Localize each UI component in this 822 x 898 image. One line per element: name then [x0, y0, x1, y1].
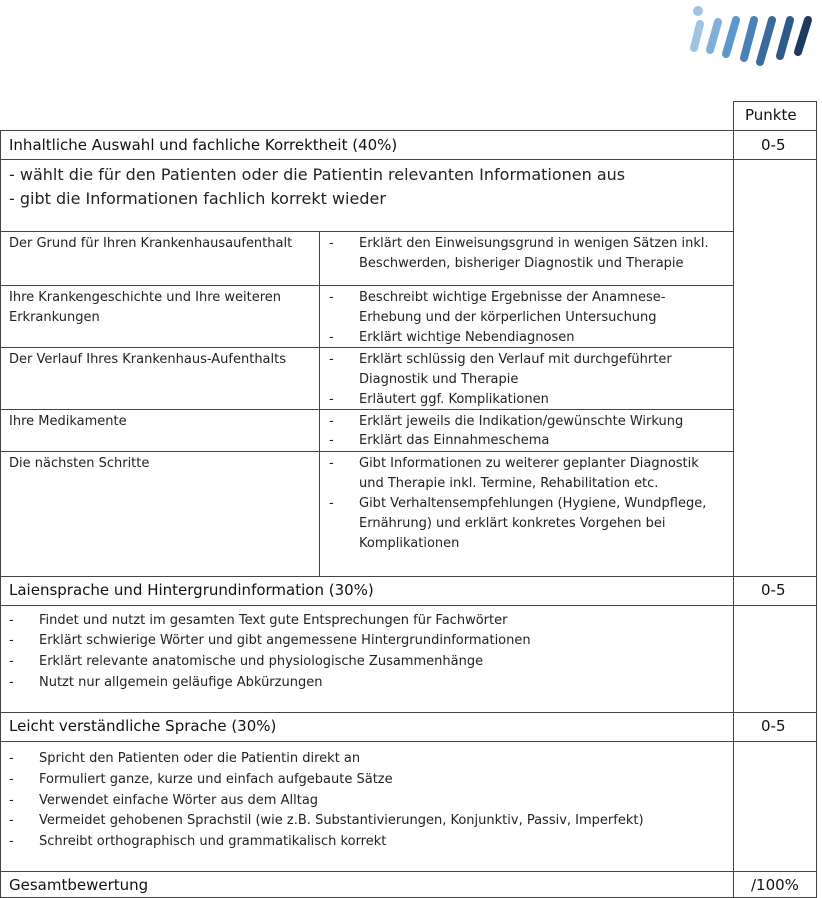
criterion-history: Erkrankungen: [9, 310, 100, 325]
intro-line-2: - gibt die Informationen fachlich korrekt wieder: [9, 189, 386, 208]
point-line: Gibt Informationen zu weiterer geplanter Diagnostik: [359, 456, 699, 471]
point-line: Gibt Verhaltensempfehlungen (Hygiene, Wundpflege,: [359, 496, 707, 511]
bullet-item: Formuliert ganze, kurze und einfach aufgebaute Sätze: [39, 772, 393, 787]
bullet-item: Findet und nutzt im gesamten Text gute Entsprechungen für Fachwörter: [39, 613, 508, 628]
punkte-header: Punkte: [745, 106, 797, 124]
bullet-marker: -: [9, 613, 14, 628]
point-line: Erhebung und der körperlichen Untersuchung: [359, 310, 657, 325]
bullet-item: Spricht den Patienten oder die Patientin direkt an: [39, 751, 361, 766]
point-line: Ernährung) und erklärt konkretes Vorgehen bei: [359, 516, 666, 531]
bullet-marker: -: [9, 772, 14, 787]
point-line: Erklärt den Einweisungsgrund in wenigen Sätzen inkl.: [359, 236, 709, 251]
bullet-item: Erklärt relevante anatomische und physiologische Zusammenhänge: [39, 654, 484, 669]
bullet-marker: -: [329, 456, 334, 471]
bullet-marker: -: [9, 793, 14, 808]
bullet-item: Nutzt nur allgemein geläufige Abkürzungen: [39, 675, 323, 690]
score-range-section2: 0-5: [761, 581, 786, 599]
section-title-lay-language: Laiensprache und Hintergrundinformation (30%): [9, 581, 374, 599]
bullet-marker: -: [329, 433, 334, 448]
point-line: Diagnostik und Therapie: [359, 372, 519, 387]
criterion-reason: Der Grund für Ihren Krankenhausaufenthalt: [9, 236, 293, 251]
total-label: Gesamtbewertung: [9, 876, 149, 894]
bullet-marker: -: [329, 290, 334, 305]
score-range-section1: 0-5: [761, 136, 786, 154]
intro-line-1: - wählt die für den Patienten oder die Patientin relevanten Informationen aus: [9, 165, 626, 184]
point-line: Beschwerden, bisheriger Diagnostik und Therapie: [359, 256, 684, 271]
total-score: /100%: [751, 876, 799, 894]
criterion-history: Ihre Krankengeschichte und Ihre weiteren: [9, 290, 282, 305]
bullet-marker: -: [329, 352, 334, 367]
point-line: Komplikationen: [359, 536, 460, 551]
bullet-marker: -: [329, 330, 334, 345]
point-line: Erklärt wichtige Nebendiagnosen: [359, 330, 575, 345]
bullet-marker: -: [9, 633, 14, 648]
point-line: Erläutert ggf. Komplikationen: [359, 392, 549, 407]
point-line: und Therapie inkl. Termine, Rehabilitation etc.: [359, 476, 659, 491]
point-line: Erklärt jeweils die Indikation/gewünschte Wirkung: [359, 414, 684, 429]
point-line: Erklärt das Einnahmeschema: [359, 433, 550, 448]
bullet-marker: -: [9, 813, 14, 828]
bullet-marker: -: [329, 496, 334, 511]
bullet-item: Schreibt orthographisch und grammatikalisch korrekt: [39, 834, 387, 849]
section-title-content: Inhaltliche Auswahl und fachliche Korrektheit (40%): [9, 136, 398, 154]
point-line: Erklärt schlüssig den Verlauf mit durchgeführter: [359, 352, 672, 367]
bullet-marker: -: [329, 236, 334, 251]
point-line: Beschreibt wichtige Ergebnisse der Anamnese-: [359, 290, 666, 305]
bullet-marker: -: [9, 834, 14, 849]
bullet-marker: -: [9, 654, 14, 669]
bullet-item: Vermeidet gehobenen Sprachstil (wie z.B. Substantivierungen, Konjunktiv, Passiv, Imperfekt): [39, 813, 644, 828]
bullet-marker: -: [9, 675, 14, 690]
criterion-medication: Ihre Medikamente: [9, 414, 127, 429]
criterion-next-steps: Die nächsten Schritte: [9, 456, 150, 471]
section-title-plain-language: Leicht verständliche Sprache (30%): [9, 717, 277, 735]
score-range-section3: 0-5: [761, 717, 786, 735]
bullet-item: Erklärt schwierige Wörter und gibt angemessene Hintergrundinformationen: [39, 633, 531, 648]
bullet-item: Verwendet einfache Wörter aus dem Alltag: [39, 793, 319, 808]
bullet-marker: -: [329, 392, 334, 407]
bullet-marker: -: [329, 414, 334, 429]
bullet-marker: -: [9, 751, 14, 766]
criterion-course: Der Verlauf Ihres Krankenhaus-Aufenthalts: [9, 352, 287, 367]
